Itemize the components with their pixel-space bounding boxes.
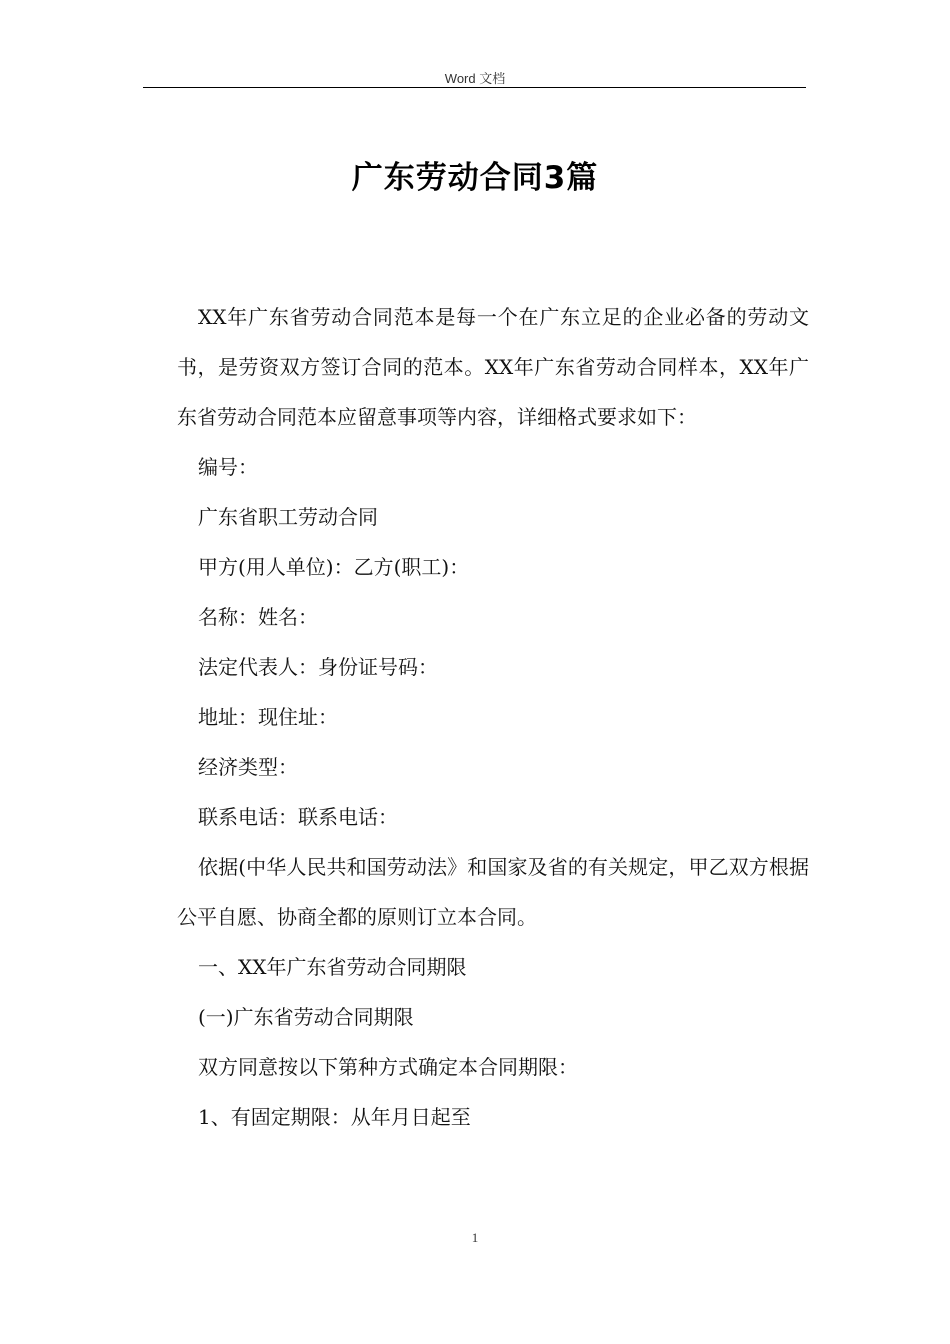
paragraph-name: 名称：姓名： <box>198 605 318 629</box>
paragraph-intro: XX年广东省劳动合同范本是每一个在广东立足的企业必备的劳动文书，是劳资双方签订合同的范本。XX年广东省劳动合同样本，XX年广东省劳动合同范本应留意事项等内容，详细格式要求如下： <box>177 305 809 429</box>
section-heading-term: 一、XX年广东省劳动合同期限 <box>198 955 467 979</box>
document-title: 广东劳动合同3篇 <box>351 160 599 196</box>
page-header-label: Word 文档 <box>444 71 506 86</box>
paragraph-address: 地址：现住址： <box>198 705 338 729</box>
paragraph-fixed-term: 1、有固定期限：从年月日起至 <box>198 1105 471 1129</box>
paragraph-parties: 甲方(用人单位)：乙方(职工)： <box>198 555 470 579</box>
paragraph-contract-name: 广东省职工劳动合同 <box>198 505 378 529</box>
paragraph-serial-number: 编号： <box>198 455 258 479</box>
subsection-heading-term: (一)广东省劳动合同期限 <box>198 1005 414 1029</box>
paragraph-legal-representative: 法定代表人：身份证号码： <box>198 655 438 679</box>
paragraph-term-method: 双方同意按以下第种方式确定本合同期限： <box>198 1055 578 1079</box>
header-divider <box>143 87 806 88</box>
paragraph-economic-type: 经济类型： <box>198 755 298 779</box>
page-number: 1 <box>471 1230 479 1245</box>
paragraph-phone: 联系电话：联系电话： <box>198 805 398 829</box>
document-body <box>177 292 809 1142</box>
paragraph-legal-basis: 依据(中华人民共和国劳动法》和国家及省的有关规定，甲乙双方根据公平自愿、协商全都的原则订立本合同。 <box>177 855 809 929</box>
